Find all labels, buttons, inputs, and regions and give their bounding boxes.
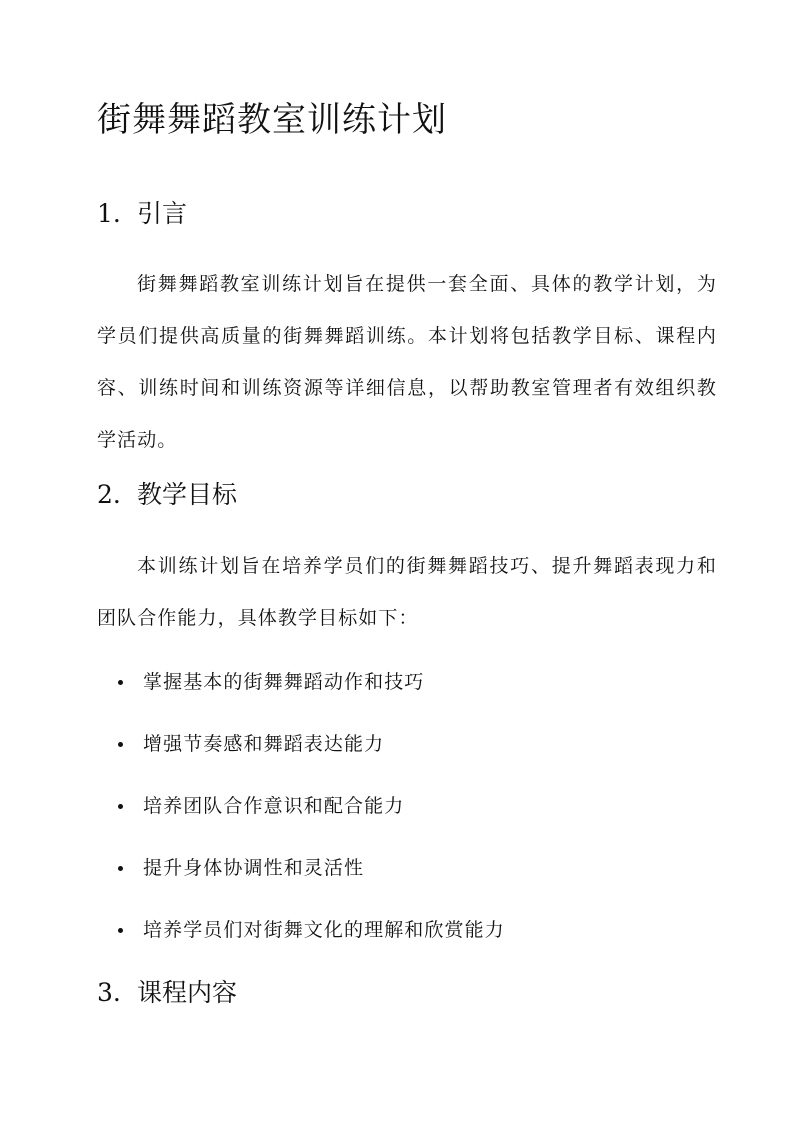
section-heading-course-content bbox=[97, 975, 237, 1011]
list-item-text: 掌握基本的街舞舞蹈动作和技巧 bbox=[143, 671, 425, 693]
bullet-icon bbox=[118, 680, 123, 685]
list-item-text: 培养团队合作意识和配合能力 bbox=[143, 795, 405, 817]
teaching-goals-list bbox=[118, 651, 505, 961]
section-title: 教学目标 bbox=[137, 480, 238, 509]
list-item bbox=[118, 651, 505, 713]
section-title: 课程内容 bbox=[137, 978, 238, 1007]
list-item-text: 增强节奏感和舞蹈表达能力 bbox=[143, 733, 385, 755]
introduction-paragraph: 街舞舞蹈教室训练计划旨在提供一套全面、具体的教学计划，为学员们提供高质量的街舞舞蹈训练。本计划将包括教学目标、课程内容、训练时间和训练资源等详细信息，以帮助教室管理者有效组织教学活动。 bbox=[97, 273, 717, 451]
section-heading-introduction bbox=[97, 196, 187, 232]
section-number: 1. bbox=[97, 199, 121, 228]
teaching-goals-paragraph: 本训练计划旨在培养学员们的街舞舞蹈技巧、提升舞蹈表现力和团队合作能力，具体教学目标如下： bbox=[97, 555, 717, 629]
section-number: 2. bbox=[97, 480, 121, 509]
list-item bbox=[118, 713, 505, 775]
list-item bbox=[118, 837, 505, 899]
list-item bbox=[118, 775, 505, 837]
document-title: 街舞舞蹈教室训练计划 bbox=[97, 100, 447, 140]
bullet-icon bbox=[118, 866, 123, 871]
list-item-text: 提升身体协调性和灵活性 bbox=[143, 857, 365, 879]
section-title: 引言 bbox=[137, 199, 188, 228]
section-heading-teaching-goals bbox=[97, 477, 237, 513]
section-number: 3. bbox=[97, 978, 121, 1007]
bullet-icon bbox=[118, 804, 123, 809]
bullet-icon bbox=[118, 928, 123, 933]
list-item bbox=[118, 899, 505, 961]
list-item-text: 培养学员们对街舞文化的理解和欣赏能力 bbox=[143, 919, 505, 941]
bullet-icon bbox=[118, 742, 123, 747]
